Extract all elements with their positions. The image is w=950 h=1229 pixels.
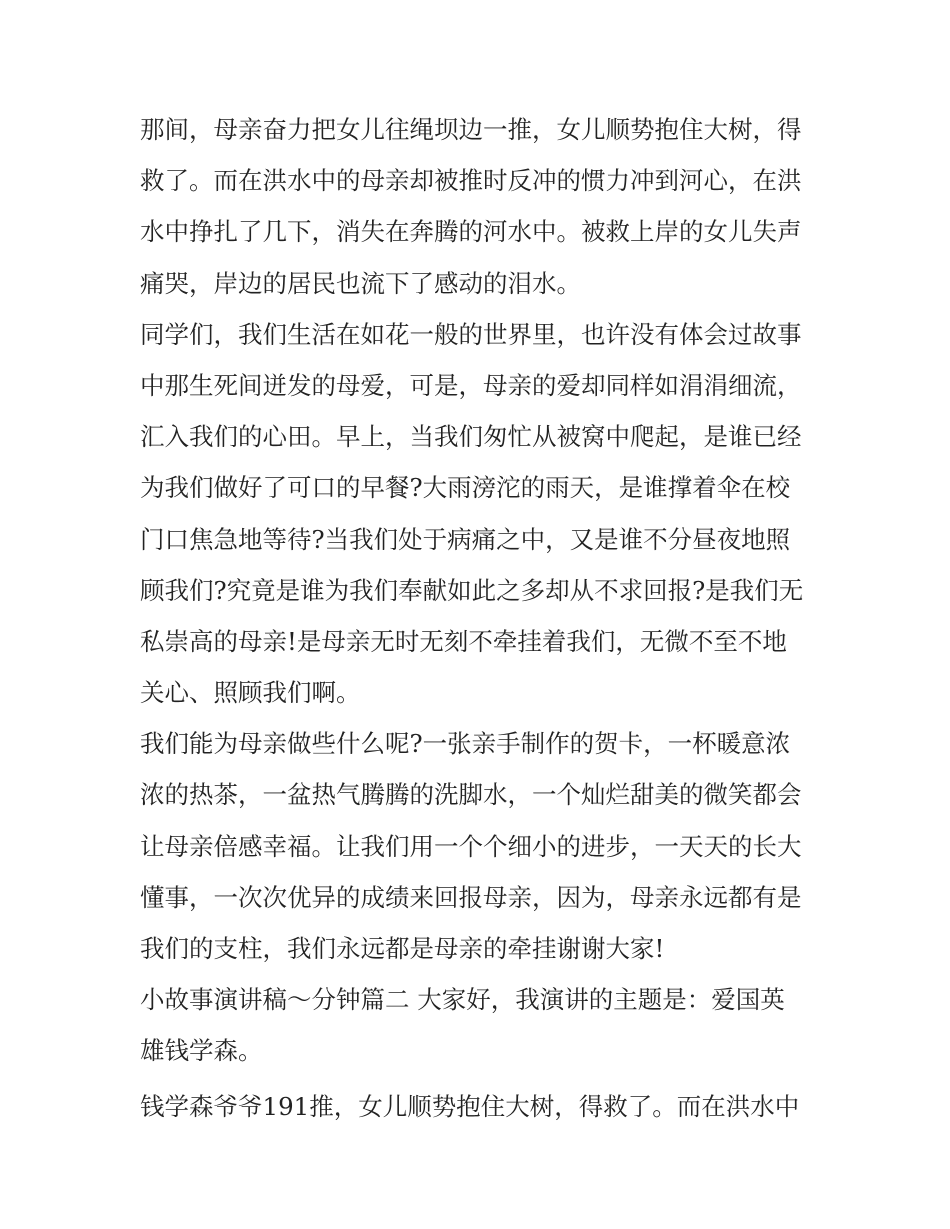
document-body <box>140 104 816 1132</box>
text-line: 小故事演讲稿～分钟篇二 大家好，我演讲的主题是：爱国英 <box>140 985 785 1015</box>
text-line: 顾我们?究竟是谁为我们奉献如此之多却从不求回报?是我们无 <box>140 575 804 605</box>
text-line: 中那生死间迸发的母爱，可是，母亲的爱却同样如涓涓细流， <box>140 370 802 400</box>
text-line: 我们能为母亲做些什么呢?一张亲手制作的贺卡，一杯暖意浓 <box>140 729 791 759</box>
text-line: 为我们做好了可口的早餐?大雨滂沱的雨天，是谁撑着伞在校 <box>140 473 791 503</box>
text-line: 同学们，我们生活在如花一般的世界里，也许没有体会过故事 <box>140 319 802 349</box>
text-line: 水中挣扎了几下，消失在奔腾的河水中。被救上岸的女儿失声 <box>140 217 802 247</box>
text-line: 救了。而在洪水中的母亲却被推时反冲的惯力冲到河心，在洪 <box>140 166 802 196</box>
text-line: 那间，母亲奋力把女儿往绳坝边一推，女儿顺势抱住大树，得 <box>140 115 802 144</box>
text-line: 我们的支柱，我们永远都是母亲的牵挂谢谢大家! <box>140 934 665 963</box>
text-line: 浓的热茶，一盆热气腾腾的洗脚水，一个灿烂甜美的微笑都会 <box>140 780 802 810</box>
text-line: 汇入我们的心田。早上，当我们匆忙从被窝中爬起，是谁已经 <box>140 422 802 452</box>
text-line: 懂事，一次次优异的成绩来回报母亲，因为，母亲永远都有是 <box>140 882 802 912</box>
text-line: 钱学森爷爷191推，女儿顺势抱住大树，得救了。而在洪水中 <box>140 1091 800 1121</box>
text-line: 痛哭，岸边的居民也流下了感动的泪水。 <box>140 268 581 298</box>
text-line: 关心、照顾我们啊。 <box>140 678 361 708</box>
text-line: 门口焦急地等待?当我们处于病痛之中，又是谁不分昼夜地照 <box>140 524 791 554</box>
text-line: 雄钱学森。 <box>140 1036 263 1066</box>
text-line: 让母亲倍感幸福。让我们用一个个细小的进步，一天天的长大 <box>140 831 802 861</box>
text-line: 私崇高的母亲!是母亲无时无刻不牵挂着我们，无微不至不地 <box>140 626 787 656</box>
